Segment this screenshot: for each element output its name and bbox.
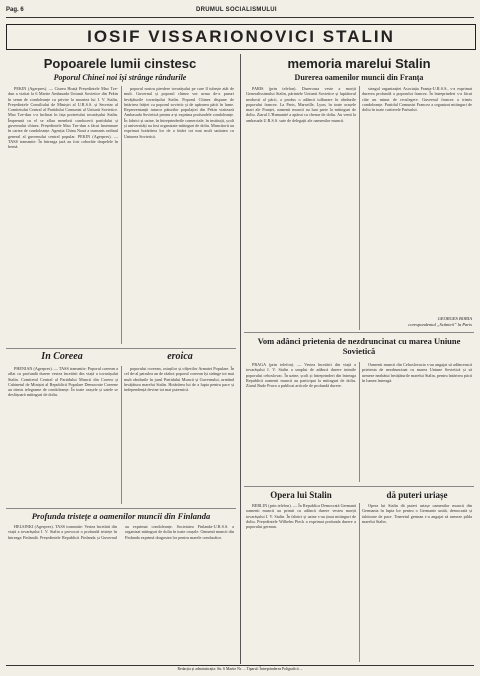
eroica-title: eroica [167,351,193,362]
france-title: Durerea oamenilor muncii din Franța [294,73,424,82]
article-czech-col2 [362,362,472,482]
section-divider [244,332,474,333]
article-text: poporul nostru pierdere tovarășului pe care îl iubește atât de mult. Guvernul și poporul chinez vor urma de-a pururi învățăturile tovarășului Stalin. Poporul Chinez dispune de întărirea frăției cu poporul sovietic și de apărarea păcii în lume. Reprezentanții tuturor păturilor populației din Pekin vizitează Ambasada Sovietică pentru a-și exprima profundele condoleanțe. În fabrici și uzine, în întreprinderile comerciale, în instituții, școli și universități au fost organizate mitinguri de doliu. Muncitorii au exprimat hotărârea lor de a întări tot mai mult unitatea cu Uniunea Sovietică. [124,86,234,139]
article-finland [8,524,234,662]
article-text: HELSINKI (Agerpres). TASS transmite: Vestea încetării din viață a tovarășului I. V. Stalin a provocat o profundă tristețe în întreaga Finlandă. Președintele Republicii Finlanda și Guvernul au exprimat condoleanțe. Societatea Finlanda-U.R.S.S. a organizat mitinguri de doliu în toate orașele. Oamenii muncii din Finlanda exprimă dragostea lor pentru marele conducător. [8,524,234,540]
article-text: Opera lui Stalin dă puteri uriașe oamenilor muncii din Germania în lupta lor pentru o Germanie unită, democrată și iubitoare de pace. Tineretul german s-a angajat să urmeze pilda marelui Stalin. [362,503,472,524]
newspaper-name: DRUMUL SOCIALISMULUI [196,7,277,13]
czech-title: Vom adânci prietenia de nezdruncinat cu marea Uniune Sovietică [257,336,461,356]
header-rule [6,17,474,18]
article-text: BERLIN (prin telefon). — În Republica Democrată Germană oamenii muncii au primit cu adâncă durere vestea morții tovarășului I. V. Stalin. În fabrici și uzine s-au ținut mitinguri de doliu. Președintele Wilhelm Pieck a exprimat profunda durere a poporului german. [246,503,356,530]
column-divider [359,362,360,482]
article-eroica [124,366,234,504]
section-divider [6,508,236,509]
footer-rule [6,665,474,666]
section-divider [244,486,474,487]
article-text: poporului coreean, ostașilor și ofițerilor Armatei Populare. În cel de-al patrulea an de război poporul coreean își strânge tot mai mult rândurile în jurul Partidului Muncii și Guvernului, urmând învățătura marelui Stalin. Hotărârea lui de a lupta pentru pace și independență devine tot mai puternică. [124,366,234,393]
germany-title-part1: Opera lui Stalin [270,490,332,500]
article-china-col2 [124,86,234,344]
author-role: corespondentul „Scânteii” la Paris [408,322,472,327]
article-china-col1 [8,86,118,344]
banner-title: IOSIF VISSARIONOVICI STALIN [6,24,476,50]
right-headline: memoria marelui Stalin [287,56,431,71]
page-number: Pag. 6 [6,7,24,13]
article-text: PHENIAN (Agerpres). — TASS transmite: Poporul coreean a aflat cu profundă durere vestea încetării din viață a tovarășului Stalin. Comitetul Central al Partidului Muncii din Coreea și Cabinetul de Miniștri al Republicii Populare Democrate Coreene au trimis telegrame de condoleanțe. În toate orașele și satele se desfășoară mitinguri de doliu. [8,366,118,398]
article-france-col1 [246,86,356,330]
article-france-col2 [362,86,472,316]
column-divider [359,86,360,330]
column-divider [121,86,122,344]
article-germany-col2 [362,503,472,662]
column-divider [359,503,360,662]
column-divider [121,366,122,504]
article-text: Oamenii muncii din Cehoslovacia s-au angajat să adâncească prietenia de nezdruncinat cu marea Uniune Sovietică și să urmeze neabătut învățăturile marelui Stalin, pentru întărirea păcii în lumea întreagă. [362,362,472,383]
finland-title: Profunda tristețe a oamenilor muncii din Finlanda [31,511,211,521]
left-headline: Popoarele lumii cinstesc [43,56,197,71]
germany-title-part2: dă puteri uriașe [386,490,448,500]
author-signature: GEORGES BORIA [437,316,472,321]
article-germany-col1 [246,503,356,662]
page-header [6,5,474,16]
article-text: steagul organizației Asociația Franța-U.R.S.S., s-a exprimat durerea profundă a poporului francez. În întreprinderi s-a făcut câte un minut de reculegere. Guvernul francez a trimis condoleanțe. Partidul Comunist Francez a organizat mitinguri de doliu în toate cartierele Parisului. [362,86,472,113]
page-column-divider [240,54,241,664]
left-subtitle: Poporul Chinei noi își strânge rândurile [53,73,187,82]
page-footer: Redacția și administrația: Str. 6 Martie Nr. ... Tiparul: Întreprinderea Poligrafică ... [177,667,303,671]
korea-title: In Coreea [41,351,83,362]
article-czech-col1 [246,362,356,482]
article-text: PEKIN (Agerpres). — Ciurea Hoață Președintele Mao Tze-dun a vizitat la 6 Martie Ambasada Uniunii Sovietice din Pekin în semn de condoleanțe cu privire la moartea lui I. V. Stalin, Președintele Consiliului de Miniștri al U.R.S.S. și Secretar al Comitetului Central al Partidului Comunist al Uniunii Sovietice. Mao Tze-dun s-a înclinat în fața portretului tovarășului Stalin. Împreună cu el se aflau membrii conducerii partidului și guvernului chinez. Președintele Mao Tze-dun a făcut însemnare în cartea de condoleanțe. Agenția China Nouă a transmis ordinul general al guvernului central popular. PEKIN (Agerpres). — TASS transmite: În întreaga țară au fost coborâte drapelele în bernă. [8,86,118,150]
article-korea [8,366,118,504]
article-text: PARIS (prin telefon). Dureroasa veste a morții Generalissimului Stalin, părintele Uniunii Sovietice și luptătorul neobosit al păcii, a produs o adâncă tulburare în rândurile poporului francez. La Paris, Marseille, Lyon, în toate orașele mari ale Franței, oamenii muncii au luat parte la mitinguri de doliu. Ziarul L'Humanité a apărut cu chenar de doliu. Au venit la ambasada U.R.S.S. sute de delegații ale oamenilor muncii. [246,86,356,123]
article-text: PRAGA (prin telefon). — Vestea încetării din viață a tovarășului I. V. Stalin a umplut de adâncă durere inimile poporului cehoslovac. În uzine, școli și întreprinderi din întreaga Republică oamenii muncii au participat la mitinguri de doliu. Ziarul Rude Pravo a publicat articole de profundă durere. [246,362,356,389]
section-divider [6,348,236,349]
